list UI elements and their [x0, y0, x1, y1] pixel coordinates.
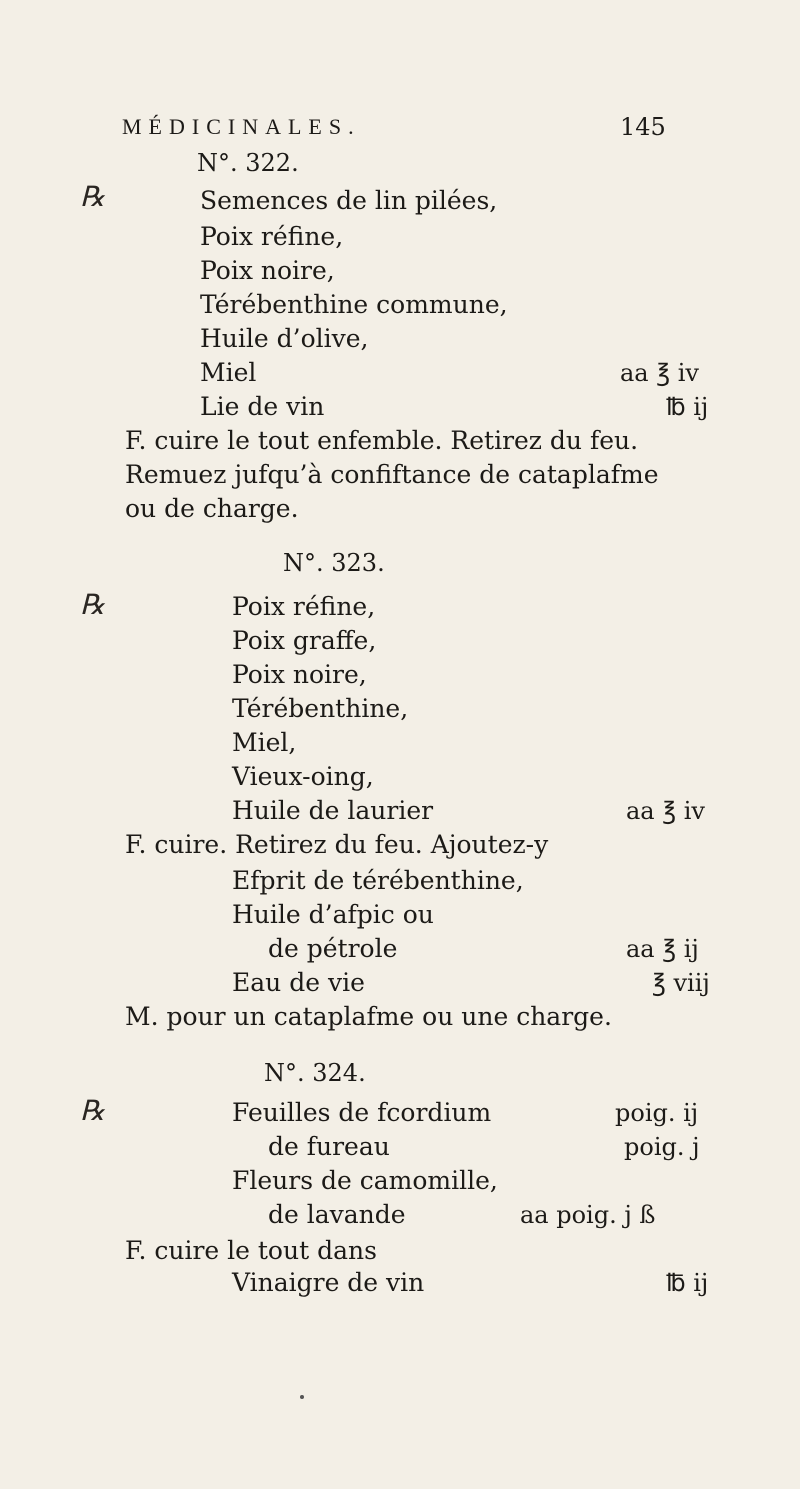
- ingredient-line: Vieux-oing,: [232, 762, 374, 791]
- recipe-number: N°. 324.: [264, 1059, 366, 1087]
- ingredient-line: Poix noire,: [232, 660, 367, 689]
- ingredient-line: Poix réfine,: [200, 222, 344, 251]
- quantity: ℥ viij: [652, 969, 710, 997]
- ingredient-line: Huile de laurier: [232, 796, 434, 825]
- ingredient-line: Poix noire,: [200, 256, 335, 285]
- page-speck: [300, 1395, 304, 1399]
- ingredient-line: de lavande: [268, 1200, 406, 1229]
- ingredient-line: Vinaigre de vin: [232, 1268, 425, 1297]
- ingredient-line: Lie de vin: [200, 392, 325, 421]
- ingredient-line: Semences de lin pilées,: [200, 186, 498, 215]
- quantity: aa poig. j ß: [520, 1201, 656, 1229]
- ingredient-line: Térébenthine commune,: [200, 290, 508, 319]
- ingredient-line: Huile d’olive,: [200, 324, 369, 353]
- addition-line: de pétrole: [268, 934, 398, 963]
- method-line: Remuez jufqu’à confiftance de cataplafme: [125, 460, 659, 489]
- ingredient-line: Miel: [200, 358, 257, 387]
- quantity: aa ℥ iv: [620, 359, 699, 387]
- recipe-number: N°. 322.: [197, 149, 299, 177]
- ingredient-line: Poix réfine,: [232, 592, 376, 621]
- ingredient-line: de fureau: [268, 1132, 390, 1161]
- ingredient-line: Fleurs de camomille,: [232, 1166, 498, 1195]
- quantity: poig. j: [624, 1133, 700, 1161]
- method-line: F. cuire le tout dans: [125, 1236, 377, 1265]
- quantity: ℔ ij: [666, 1269, 709, 1297]
- ingredient-line: Térébenthine,: [232, 694, 409, 723]
- addition-line: Efprit de térébenthine,: [232, 866, 524, 895]
- method-line: F. cuire le tout enfemble. Retirez du feu.: [125, 426, 639, 455]
- quantity: poig. ij: [615, 1099, 699, 1127]
- addition-line: Eau de vie: [232, 968, 365, 997]
- page-number: 145: [620, 113, 666, 141]
- running-title: MÉDICINALES.: [122, 114, 361, 139]
- rx-symbol: ℞: [80, 1094, 106, 1127]
- quantity: aa ℥ ij: [626, 935, 699, 963]
- method-line: ou de charge.: [125, 494, 299, 523]
- recipe-number: N°. 323.: [283, 549, 385, 577]
- method-line: M. pour un cataplafme ou une charge.: [125, 1002, 612, 1031]
- addition-line: Huile d’afpic ou: [232, 900, 434, 929]
- quantity: ℔ ij: [666, 393, 709, 421]
- method-line: F. cuire. Retirez du feu. Ajoutez-y: [125, 830, 549, 859]
- ingredient-line: Miel,: [232, 728, 297, 757]
- rx-symbol: ℞: [80, 588, 106, 621]
- quantity: aa ℥ iv: [626, 797, 705, 825]
- rx-symbol: ℞: [80, 180, 106, 213]
- ingredient-line: Feuilles de fcordium: [232, 1098, 492, 1127]
- ingredient-line: Poix graffe,: [232, 626, 377, 655]
